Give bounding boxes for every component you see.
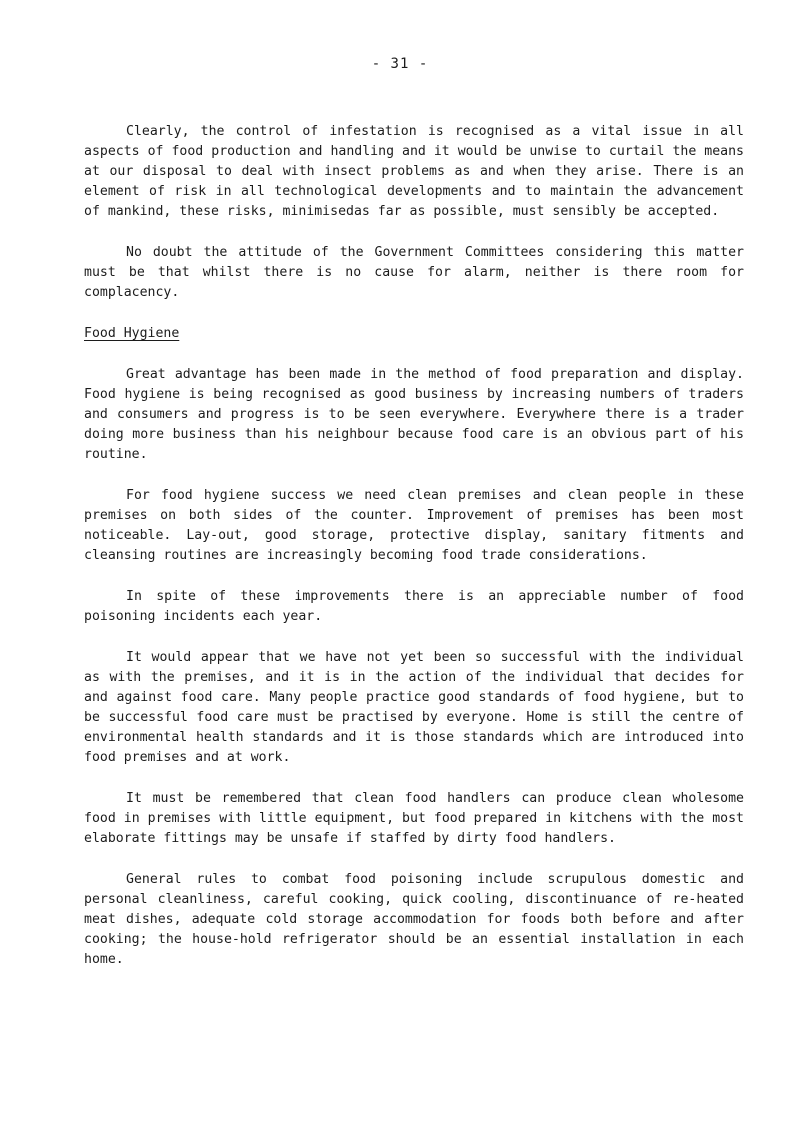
paragraph-clean-premises: For food hygiene success we need clean premises and clean people in these premises on both sides of the counter. Improvement of premises has been most noticeable. Lay-out, good storage, protective display, sanitary fitments and cleansing routines are increasingly becoming food trade considerations. [84, 488, 744, 563]
paragraph-food-poisoning-incidents: In spite of these improvements there is an appreciable number of food poisoning incidents each year. [84, 589, 744, 624]
paragraph-individual-care: It would appear that we have not yet been so successful with the individual as with the premises, and it is in the action of the individual that decides for and against food care. Many people practice good standards of food hygiene, but to be successful food care must be practised by everyone. Home is still the centre of environmental health standards and it is those standards which are introduced into food premises and at work. [84, 650, 744, 765]
section-heading-food-hygiene: Food Hygiene [84, 326, 180, 341]
page-number: - 31 - [371, 56, 429, 72]
paragraph-food-preparation: Great advantage has been made in the method of food preparation and display. Food hygiene is being recognised as good business by increasing numbers of traders and consumers and progress is to be seen everywhere. Everywhere there is a trader doing more business than his neighbour because food care is an obvious part of his routine. [84, 367, 744, 462]
paragraph-food-handlers: It must be remembered that clean food handlers can produce clean wholesome food in premises with little equipment, but food prepared in kitchens with the most elaborate fittings may be unsafe if staffed by dirty food handlers. [84, 791, 744, 846]
paragraph-general-rules: General rules to combat food poisoning include scrupulous domestic and personal cleanliness, careful cooking, quick cooling, discontinuance of re-heated meat dishes, adequate cold storage accommodation for foods both before and after cooking; the house-hold refrigerator should be an essential installation in each home. [84, 872, 744, 967]
page-body [84, 122, 744, 991]
paragraph-infestation-control: Clearly, the control of infestation is recognised as a vital issue in all aspects of food production and handling and it would be unwise to curtail the means at our disposal to deal with insect problems as and when they arise. There is an element of risk in all technological developments and to maintain the advancement of mankind, these risks, minimisedas far as possible, must sensibly be accepted. [84, 124, 744, 219]
paragraph-government-committees: No doubt the attitude of the Government Committees considering this matter must be that whilst there is no cause for alarm, neither is there room for complacency. [84, 245, 744, 300]
